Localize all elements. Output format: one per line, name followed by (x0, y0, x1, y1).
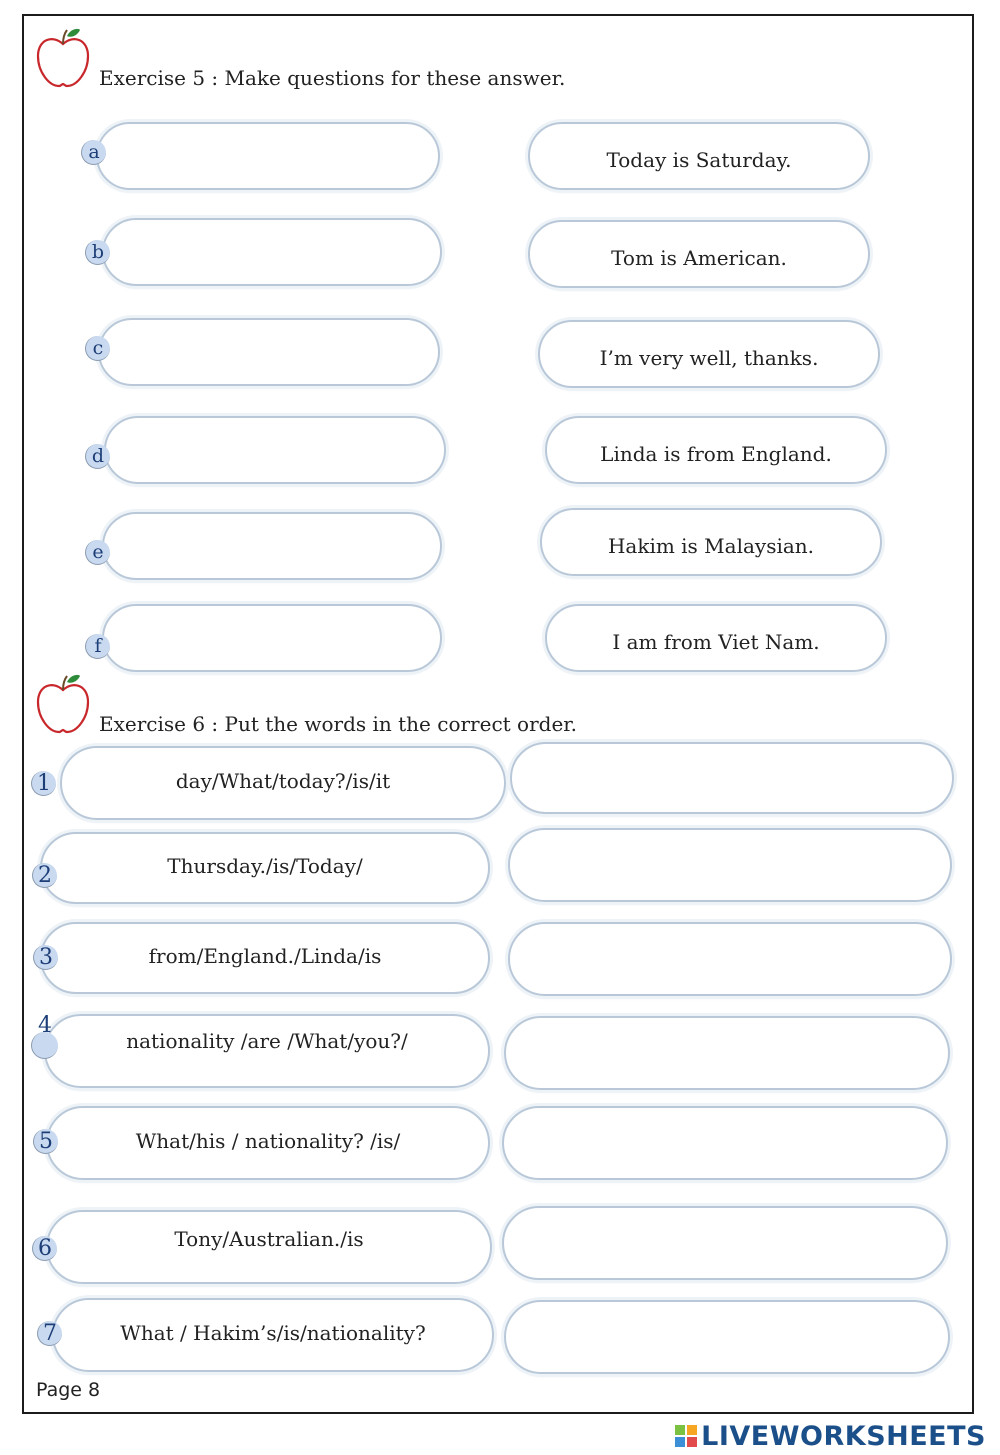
row-label-a: a (81, 140, 106, 165)
question-input-f[interactable] (102, 604, 442, 672)
apple-icon (34, 26, 92, 90)
liveworksheets-logo-icon (675, 1425, 697, 1447)
word-box-6: Tony/Australian./is (46, 1210, 492, 1284)
answer-box-f: I am from Viet Nam. (545, 604, 887, 672)
row-label-e: e (85, 540, 110, 565)
row-number-3: 3 (33, 945, 58, 970)
row-number-1: 1 (31, 771, 56, 796)
answer-box-a: Today is Saturday. (528, 122, 870, 190)
question-input-a[interactable] (96, 122, 440, 190)
question-input-b[interactable] (102, 218, 442, 286)
word-box-4: nationality /are /What/you?/ (44, 1014, 490, 1088)
answer-input-2[interactable] (508, 828, 952, 902)
row-label-c: c (85, 336, 110, 361)
answer-box-c: I’m very well, thanks. (538, 320, 880, 388)
page-number: Page 8 (36, 1379, 101, 1401)
word-box-5: What/his / nationality? /is/ (46, 1106, 490, 1180)
answer-input-5[interactable] (502, 1106, 948, 1180)
liveworksheets-brand: LIVEWORKSHEETS (701, 1420, 986, 1452)
row-label-d: d (85, 444, 110, 469)
word-box-3: from/England./Linda/is (40, 922, 490, 994)
question-input-d[interactable] (104, 416, 446, 484)
liveworksheets-logo[interactable] (675, 1421, 986, 1451)
row-number-4: 4 (31, 1032, 58, 1059)
answer-input-7[interactable] (504, 1300, 950, 1374)
row-number-7: 7 (37, 1321, 62, 1346)
word-box-1: day/What/today?/is/it (60, 746, 506, 820)
row-label-f: f (85, 634, 110, 659)
word-box-7: What / Hakim’s/is/nationality? (52, 1298, 494, 1372)
question-input-c[interactable] (98, 318, 440, 386)
row-number-6: 6 (32, 1236, 57, 1261)
word-box-2: Thursday./is/Today/ (40, 832, 490, 904)
question-input-e[interactable] (102, 512, 442, 580)
answer-input-6[interactable] (502, 1206, 948, 1280)
answer-input-3[interactable] (508, 922, 952, 996)
answer-box-b: Tom is American. (528, 220, 870, 288)
exercise6-title: Exercise 6 : Put the words in the correct order. (99, 712, 577, 736)
answer-input-4[interactable] (504, 1016, 950, 1090)
answer-input-1[interactable] (510, 742, 954, 814)
apple-icon (34, 672, 92, 736)
row-label-b: b (85, 240, 110, 265)
answer-box-d: Linda is from England. (545, 416, 887, 484)
answer-box-e: Hakim is Malaysian. (540, 508, 882, 576)
row-number-5: 5 (33, 1129, 58, 1154)
row-number-2: 2 (32, 863, 57, 888)
exercise5-title: Exercise 5 : Make questions for these answer. (99, 66, 566, 90)
